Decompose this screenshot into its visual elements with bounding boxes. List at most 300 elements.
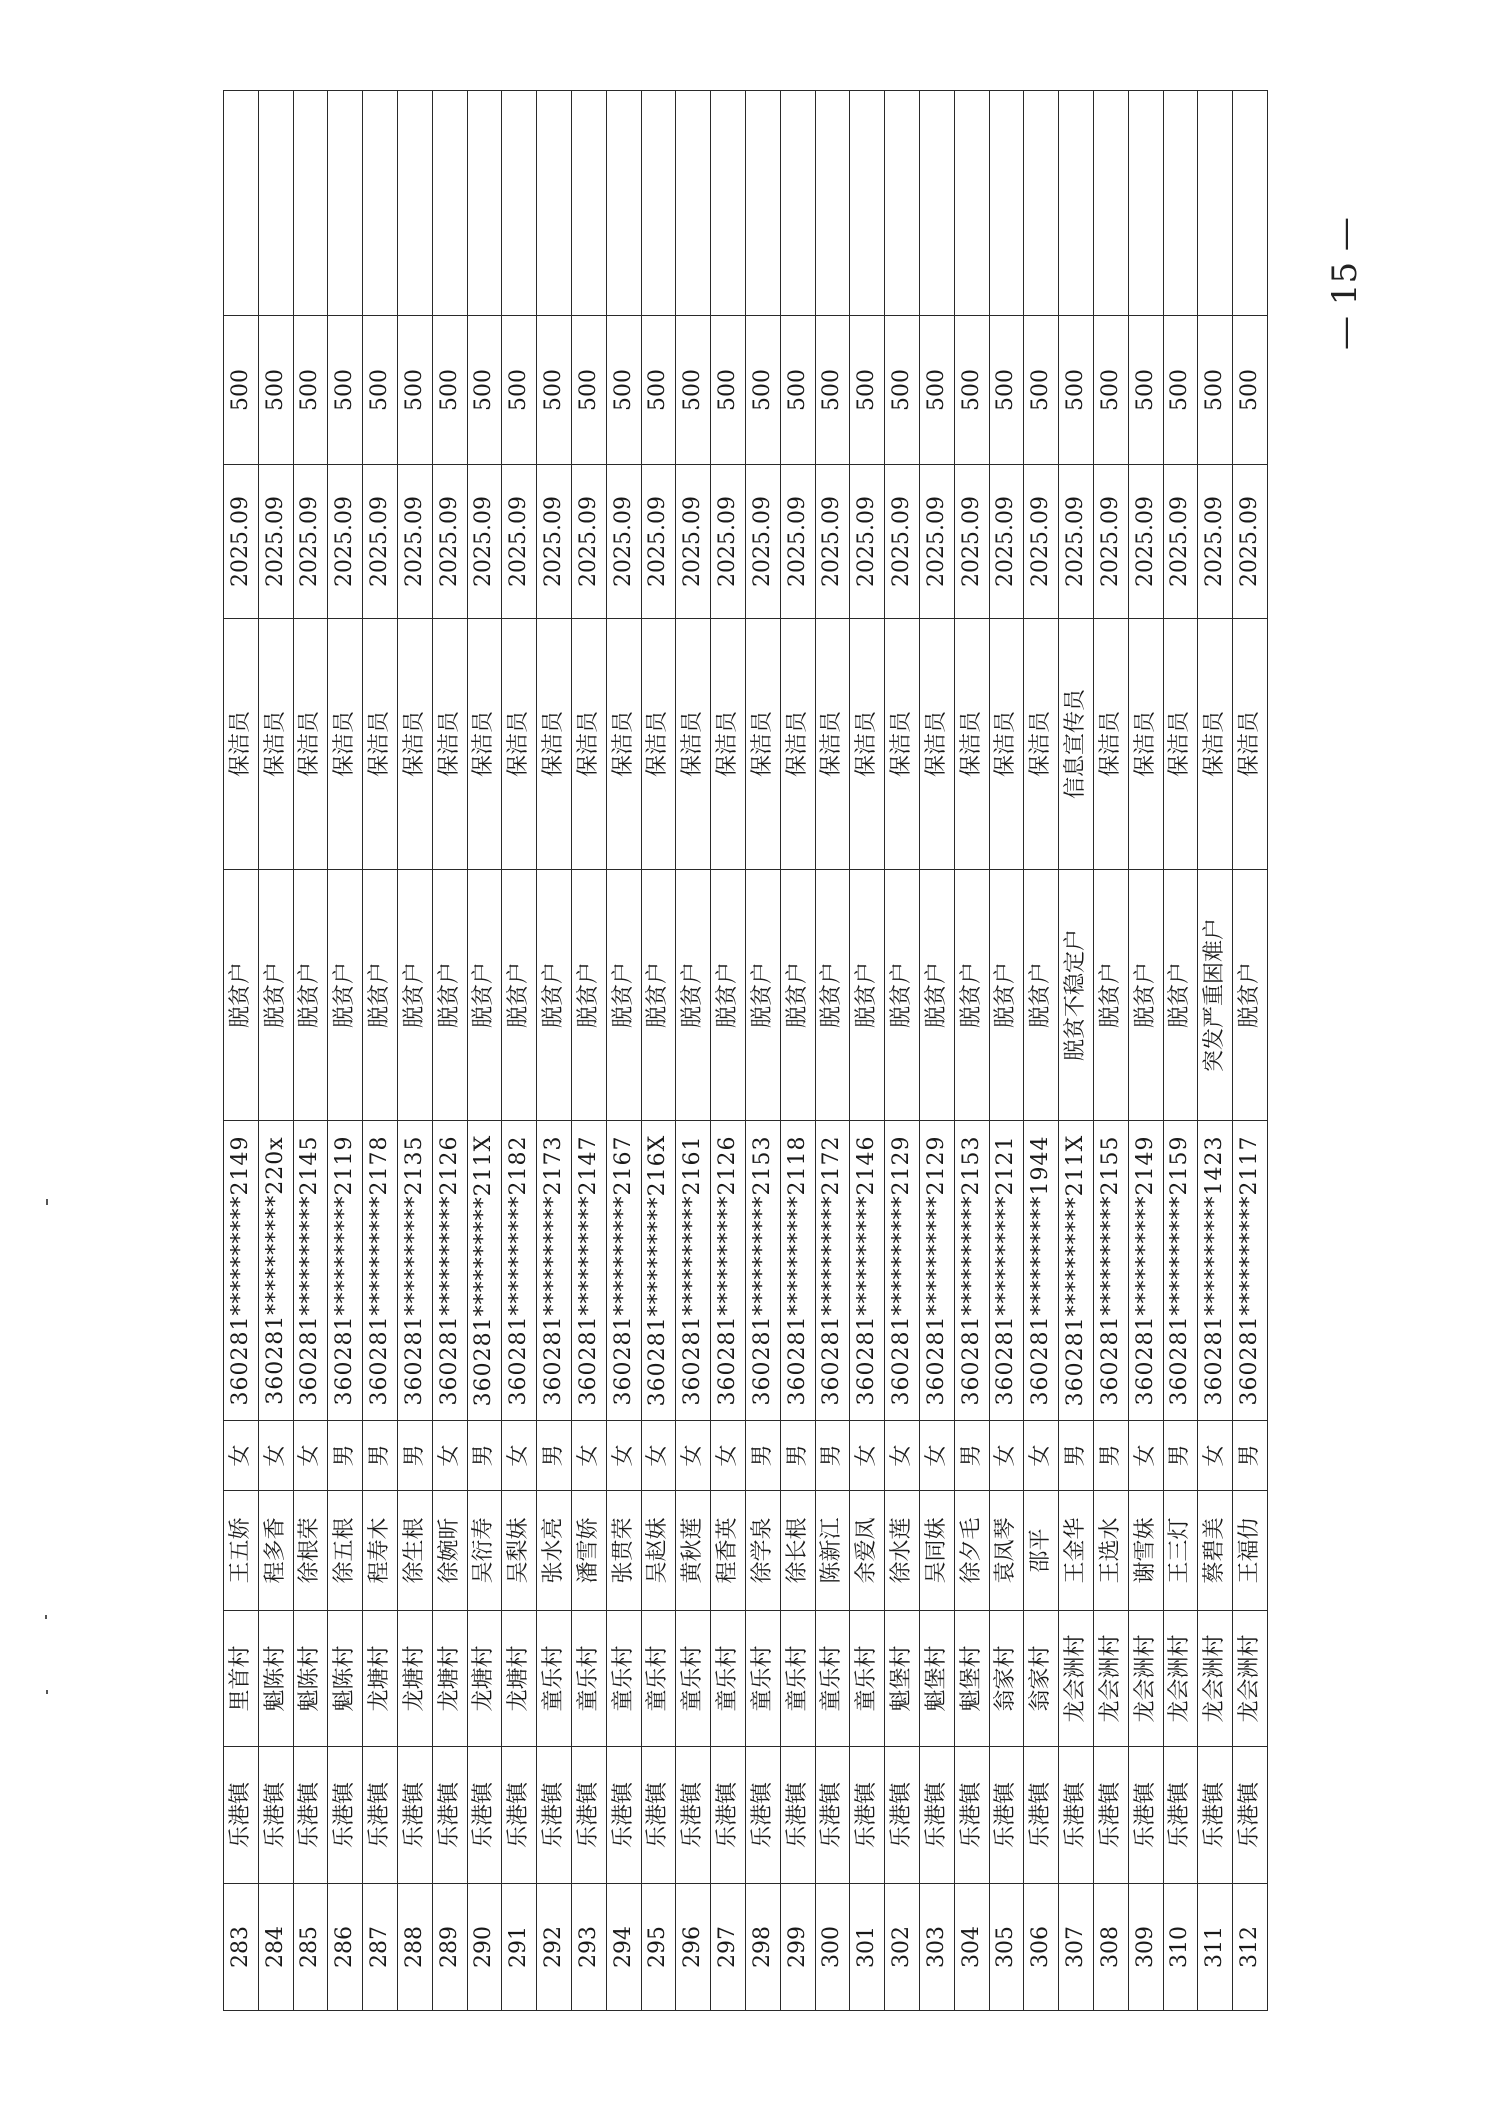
table-body <box>224 91 1268 2011</box>
household-type-cell: 脱贫户 <box>224 870 259 1121</box>
name-cell: 徐婉昕 <box>432 1491 467 1611</box>
town-cell: 乐港镇 <box>850 1747 885 1884</box>
note-cell <box>815 91 850 316</box>
amount-cell: 500 <box>1059 316 1094 465</box>
id-number-cell: 360281**********220x <box>258 1121 293 1421</box>
post-cell: 保洁员 <box>919 619 954 870</box>
post-cell: 保洁员 <box>711 619 746 870</box>
town-cell: 乐港镇 <box>954 1747 989 1884</box>
date-cell: 2025.09 <box>432 465 467 619</box>
village-cell: 魁堡村 <box>954 1611 989 1747</box>
amount-cell: 500 <box>258 316 293 465</box>
table-row <box>1163 91 1198 2011</box>
gender-cell: 男 <box>397 1421 432 1491</box>
town-cell: 乐港镇 <box>397 1747 432 1884</box>
gender-cell: 女 <box>1198 1421 1233 1491</box>
town-cell: 乐港镇 <box>293 1747 328 1884</box>
village-cell: 魁堡村 <box>919 1611 954 1747</box>
household-type-cell: 突发严重困难户 <box>1198 870 1233 1121</box>
row-number: 289 <box>432 1884 467 2011</box>
row-number: 294 <box>606 1884 641 2011</box>
village-cell: 魁堡村 <box>885 1611 920 1747</box>
row-number: 291 <box>502 1884 537 2011</box>
post-cell: 保洁员 <box>954 619 989 870</box>
id-number-cell: 360281**********2146 <box>850 1121 885 1421</box>
village-cell: 龙会洲村 <box>1128 1611 1163 1747</box>
name-cell: 徐根荣 <box>293 1491 328 1611</box>
id-number-cell: 360281**********216X <box>641 1121 676 1421</box>
note-cell <box>641 91 676 316</box>
date-cell: 2025.09 <box>1198 465 1233 619</box>
gender-cell: 女 <box>606 1421 641 1491</box>
table-row <box>1233 91 1268 2011</box>
date-cell: 2025.09 <box>641 465 676 619</box>
id-number-cell: 360281**********2145 <box>293 1121 328 1421</box>
date-cell: 2025.09 <box>502 465 537 619</box>
row-number: 300 <box>815 1884 850 2011</box>
id-number-cell: 360281**********2153 <box>954 1121 989 1421</box>
gender-cell: 男 <box>954 1421 989 1491</box>
table-row <box>954 91 989 2011</box>
note-cell <box>1093 91 1128 316</box>
id-number-cell: 360281**********2135 <box>397 1121 432 1421</box>
village-cell: 龙会洲村 <box>1093 1611 1128 1747</box>
note-cell <box>885 91 920 316</box>
gender-cell: 男 <box>328 1421 363 1491</box>
table-row <box>571 91 606 2011</box>
household-type-cell: 脱贫户 <box>815 870 850 1121</box>
date-cell: 2025.09 <box>363 465 398 619</box>
post-cell: 保洁员 <box>780 619 815 870</box>
gender-cell: 男 <box>745 1421 780 1491</box>
note-cell <box>1128 91 1163 316</box>
name-cell: 蔡碧美 <box>1198 1491 1233 1611</box>
town-cell: 乐港镇 <box>1233 1747 1268 1884</box>
row-number: 303 <box>919 1884 954 2011</box>
name-cell: 王五娇 <box>224 1491 259 1611</box>
note-cell <box>676 91 711 316</box>
id-number-cell: 360281**********2129 <box>885 1121 920 1421</box>
household-type-cell: 脱贫户 <box>606 870 641 1121</box>
amount-cell: 500 <box>954 316 989 465</box>
amount-cell: 500 <box>432 316 467 465</box>
post-cell: 保洁员 <box>397 619 432 870</box>
name-cell: 余爱凤 <box>850 1491 885 1611</box>
gender-cell: 男 <box>1059 1421 1094 1491</box>
household-type-cell: 脱贫户 <box>885 870 920 1121</box>
town-cell: 乐港镇 <box>606 1747 641 1884</box>
town-cell: 乐港镇 <box>1024 1747 1059 1884</box>
amount-cell: 500 <box>363 316 398 465</box>
household-type-cell: 脱贫户 <box>293 870 328 1121</box>
table-row <box>467 91 502 2011</box>
note-cell <box>397 91 432 316</box>
date-cell: 2025.09 <box>467 465 502 619</box>
post-cell: 保洁员 <box>606 619 641 870</box>
row-number: 311 <box>1198 1884 1233 2011</box>
table-row <box>258 91 293 2011</box>
beneficiary-table <box>223 90 1268 2011</box>
date-cell: 2025.09 <box>919 465 954 619</box>
village-cell: 翁家村 <box>989 1611 1024 1747</box>
town-cell: 乐港镇 <box>537 1747 572 1884</box>
village-cell: 龙塘村 <box>397 1611 432 1747</box>
table-row <box>815 91 850 2011</box>
note-cell <box>467 91 502 316</box>
village-cell: 龙会洲村 <box>1163 1611 1198 1747</box>
gender-cell: 女 <box>224 1421 259 1491</box>
name-cell: 徐生根 <box>397 1491 432 1611</box>
note-cell <box>954 91 989 316</box>
post-cell: 保洁员 <box>571 619 606 870</box>
town-cell: 乐港镇 <box>1128 1747 1163 1884</box>
note-cell <box>745 91 780 316</box>
row-number: 284 <box>258 1884 293 2011</box>
post-cell: 保洁员 <box>989 619 1024 870</box>
amount-cell: 500 <box>989 316 1024 465</box>
household-type-cell: 脱贫户 <box>711 870 746 1121</box>
gender-cell: 男 <box>780 1421 815 1491</box>
row-number: 298 <box>745 1884 780 2011</box>
note-cell <box>1024 91 1059 316</box>
gender-cell: 男 <box>1163 1421 1198 1491</box>
date-cell: 2025.09 <box>1233 465 1268 619</box>
row-number: 306 <box>1024 1884 1059 2011</box>
town-cell: 乐港镇 <box>1093 1747 1128 1884</box>
scan-mark <box>46 1690 48 1694</box>
amount-cell: 500 <box>780 316 815 465</box>
gender-cell: 女 <box>919 1421 954 1491</box>
village-cell: 魁陈村 <box>258 1611 293 1747</box>
row-number: 301 <box>850 1884 885 2011</box>
household-type-cell: 脱贫户 <box>1233 870 1268 1121</box>
note-cell <box>363 91 398 316</box>
row-number: 309 <box>1128 1884 1163 2011</box>
row-number: 285 <box>293 1884 328 2011</box>
village-cell: 魁陈村 <box>293 1611 328 1747</box>
village-cell: 龙塘村 <box>467 1611 502 1747</box>
town-cell: 乐港镇 <box>467 1747 502 1884</box>
id-number-cell: 360281**********211X <box>1059 1121 1094 1421</box>
row-number: 292 <box>537 1884 572 2011</box>
amount-cell: 500 <box>571 316 606 465</box>
row-number: 304 <box>954 1884 989 2011</box>
town-cell: 乐港镇 <box>224 1747 259 1884</box>
household-type-cell: 脱贫户 <box>850 870 885 1121</box>
row-number: 305 <box>989 1884 1024 2011</box>
post-cell: 保洁员 <box>815 619 850 870</box>
amount-cell: 500 <box>1198 316 1233 465</box>
household-type-cell: 脱贫户 <box>432 870 467 1121</box>
name-cell: 程多香 <box>258 1491 293 1611</box>
table-row <box>432 91 467 2011</box>
amount-cell: 500 <box>641 316 676 465</box>
amount-cell: 500 <box>1233 316 1268 465</box>
date-cell: 2025.09 <box>954 465 989 619</box>
row-number: 312 <box>1233 1884 1268 2011</box>
post-cell: 保洁员 <box>502 619 537 870</box>
table-row <box>537 91 572 2011</box>
gender-cell: 男 <box>1233 1421 1268 1491</box>
household-type-cell: 脱贫户 <box>258 870 293 1121</box>
household-type-cell: 脱贫户 <box>502 870 537 1121</box>
name-cell: 吴梨妹 <box>502 1491 537 1611</box>
post-cell: 保洁员 <box>1128 619 1163 870</box>
name-cell: 邵平 <box>1024 1491 1059 1611</box>
amount-cell: 500 <box>224 316 259 465</box>
page-number-text: — 15 — <box>1325 217 1365 350</box>
date-cell: 2025.09 <box>989 465 1024 619</box>
post-cell: 信息宣传员 <box>1059 619 1094 870</box>
amount-cell: 500 <box>815 316 850 465</box>
town-cell: 乐港镇 <box>571 1747 606 1884</box>
date-cell: 2025.09 <box>885 465 920 619</box>
post-cell: 保洁员 <box>467 619 502 870</box>
date-cell: 2025.09 <box>745 465 780 619</box>
gender-cell: 女 <box>432 1421 467 1491</box>
amount-cell: 500 <box>328 316 363 465</box>
note-cell <box>293 91 328 316</box>
row-number: 290 <box>467 1884 502 2011</box>
name-cell: 徐五根 <box>328 1491 363 1611</box>
household-type-cell: 脱贫户 <box>1093 870 1128 1121</box>
table-row <box>363 91 398 2011</box>
table-row <box>919 91 954 2011</box>
household-type-cell: 脱贫户 <box>397 870 432 1121</box>
table-row <box>502 91 537 2011</box>
date-cell: 2025.09 <box>1093 465 1128 619</box>
town-cell: 乐港镇 <box>1163 1747 1198 1884</box>
id-number-cell: 360281**********2149 <box>224 1121 259 1421</box>
household-type-cell: 脱贫户 <box>467 870 502 1121</box>
note-cell <box>537 91 572 316</box>
note-cell <box>1163 91 1198 316</box>
id-number-cell: 360281**********2173 <box>537 1121 572 1421</box>
village-cell: 龙塘村 <box>432 1611 467 1747</box>
village-cell: 龙会洲村 <box>1059 1611 1094 1747</box>
row-number: 307 <box>1059 1884 1094 2011</box>
id-number-cell: 360281**********2167 <box>606 1121 641 1421</box>
table-row <box>780 91 815 2011</box>
row-number: 287 <box>363 1884 398 2011</box>
id-number-cell: 360281**********2118 <box>780 1121 815 1421</box>
town-cell: 乐港镇 <box>432 1747 467 1884</box>
table-row <box>224 91 259 2011</box>
town-cell: 乐港镇 <box>780 1747 815 1884</box>
household-type-cell: 脱贫户 <box>954 870 989 1121</box>
table-row <box>397 91 432 2011</box>
post-cell: 保洁员 <box>363 619 398 870</box>
name-cell: 王福仂 <box>1233 1491 1268 1611</box>
date-cell: 2025.09 <box>258 465 293 619</box>
post-cell: 保洁员 <box>1233 619 1268 870</box>
note-cell <box>780 91 815 316</box>
table-row <box>1024 91 1059 2011</box>
id-number-cell: 360281**********2121 <box>989 1121 1024 1421</box>
village-cell: 童乐村 <box>537 1611 572 1747</box>
name-cell: 程香英 <box>711 1491 746 1611</box>
gender-cell: 女 <box>885 1421 920 1491</box>
id-number-cell: 360281**********2178 <box>363 1121 398 1421</box>
amount-cell: 500 <box>467 316 502 465</box>
amount-cell: 500 <box>745 316 780 465</box>
id-number-cell: 360281**********2155 <box>1093 1121 1128 1421</box>
name-cell: 潘雪娇 <box>571 1491 606 1611</box>
gender-cell: 男 <box>815 1421 850 1491</box>
row-number: 288 <box>397 1884 432 2011</box>
id-number-cell: 360281**********1423 <box>1198 1121 1233 1421</box>
table-row <box>850 91 885 2011</box>
scan-mark <box>45 1615 47 1619</box>
name-cell: 徐长根 <box>780 1491 815 1611</box>
gender-cell: 女 <box>711 1421 746 1491</box>
table-row <box>885 91 920 2011</box>
name-cell: 徐夕毛 <box>954 1491 989 1611</box>
date-cell: 2025.09 <box>780 465 815 619</box>
post-cell: 保洁员 <box>885 619 920 870</box>
date-cell: 2025.09 <box>537 465 572 619</box>
table-row <box>1059 91 1094 2011</box>
id-number-cell: 360281**********2147 <box>571 1121 606 1421</box>
village-cell: 龙塘村 <box>363 1611 398 1747</box>
rotated-table-wrapper <box>223 91 1262 2011</box>
name-cell: 吴赵妹 <box>641 1491 676 1611</box>
gender-cell: 男 <box>363 1421 398 1491</box>
town-cell: 乐港镇 <box>989 1747 1024 1884</box>
amount-cell: 500 <box>1024 316 1059 465</box>
amount-cell: 500 <box>606 316 641 465</box>
household-type-cell: 脱贫户 <box>676 870 711 1121</box>
post-cell: 保洁员 <box>258 619 293 870</box>
amount-cell: 500 <box>919 316 954 465</box>
row-number: 293 <box>571 1884 606 2011</box>
town-cell: 乐港镇 <box>919 1747 954 1884</box>
post-cell: 保洁员 <box>850 619 885 870</box>
household-type-cell: 脱贫户 <box>537 870 572 1121</box>
name-cell: 徐水莲 <box>885 1491 920 1611</box>
amount-cell: 500 <box>850 316 885 465</box>
household-type-cell: 脱贫户 <box>745 870 780 1121</box>
name-cell: 张贯荣 <box>606 1491 641 1611</box>
village-cell: 翁家村 <box>1024 1611 1059 1747</box>
village-cell: 童乐村 <box>780 1611 815 1747</box>
gender-cell: 女 <box>571 1421 606 1491</box>
name-cell: 吴同妹 <box>919 1491 954 1611</box>
town-cell: 乐港镇 <box>815 1747 850 1884</box>
town-cell: 乐港镇 <box>676 1747 711 1884</box>
amount-cell: 500 <box>537 316 572 465</box>
household-type-cell: 脱贫户 <box>919 870 954 1121</box>
amount-cell: 500 <box>1163 316 1198 465</box>
note-cell <box>711 91 746 316</box>
note-cell <box>258 91 293 316</box>
row-number: 310 <box>1163 1884 1198 2011</box>
name-cell: 徐学泉 <box>745 1491 780 1611</box>
date-cell: 2025.09 <box>676 465 711 619</box>
date-cell: 2025.09 <box>1128 465 1163 619</box>
note-cell <box>989 91 1024 316</box>
household-type-cell: 脱贫户 <box>363 870 398 1121</box>
date-cell: 2025.09 <box>850 465 885 619</box>
date-cell: 2025.09 <box>328 465 363 619</box>
gender-cell: 男 <box>1093 1421 1128 1491</box>
note-cell <box>328 91 363 316</box>
town-cell: 乐港镇 <box>1198 1747 1233 1884</box>
gender-cell: 女 <box>641 1421 676 1491</box>
village-cell: 童乐村 <box>676 1611 711 1747</box>
village-cell: 魁陈村 <box>328 1611 363 1747</box>
household-type-cell: 脱贫不稳定户 <box>1059 870 1094 1121</box>
post-cell: 保洁员 <box>1024 619 1059 870</box>
amount-cell: 500 <box>1128 316 1163 465</box>
post-cell: 保洁员 <box>641 619 676 870</box>
table-row <box>745 91 780 2011</box>
village-cell: 里首村 <box>224 1611 259 1747</box>
name-cell: 王金华 <box>1059 1491 1094 1611</box>
table-row <box>676 91 711 2011</box>
table-row <box>293 91 328 2011</box>
gender-cell: 男 <box>467 1421 502 1491</box>
note-cell <box>1233 91 1268 316</box>
amount-cell: 500 <box>293 316 328 465</box>
gender-cell: 女 <box>1128 1421 1163 1491</box>
household-type-cell: 脱贫户 <box>780 870 815 1121</box>
table-row <box>1093 91 1128 2011</box>
name-cell: 王选水 <box>1093 1491 1128 1611</box>
date-cell: 2025.09 <box>397 465 432 619</box>
name-cell: 程寿木 <box>363 1491 398 1611</box>
row-number: 283 <box>224 1884 259 2011</box>
id-number-cell: 360281**********2117 <box>1233 1121 1268 1421</box>
post-cell: 保洁员 <box>328 619 363 870</box>
name-cell: 王三灯 <box>1163 1491 1198 1611</box>
household-type-cell: 脱贫户 <box>1024 870 1059 1121</box>
id-number-cell: 360281**********2149 <box>1128 1121 1163 1421</box>
post-cell: 保洁员 <box>293 619 328 870</box>
name-cell: 陈新江 <box>815 1491 850 1611</box>
post-cell: 保洁员 <box>1163 619 1198 870</box>
table-row <box>1198 91 1233 2011</box>
amount-cell: 500 <box>502 316 537 465</box>
note-cell <box>1059 91 1094 316</box>
id-number-cell: 360281**********211X <box>467 1121 502 1421</box>
post-cell: 保洁员 <box>745 619 780 870</box>
amount-cell: 500 <box>676 316 711 465</box>
amount-cell: 500 <box>1093 316 1128 465</box>
id-number-cell: 360281**********1944 <box>1024 1121 1059 1421</box>
household-type-cell: 脱贫户 <box>1163 870 1198 1121</box>
post-cell: 保洁员 <box>432 619 467 870</box>
table-row <box>641 91 676 2011</box>
id-number-cell: 360281**********2126 <box>432 1121 467 1421</box>
date-cell: 2025.09 <box>711 465 746 619</box>
id-number-cell: 360281**********2126 <box>711 1121 746 1421</box>
town-cell: 乐港镇 <box>885 1747 920 1884</box>
household-type-cell: 脱贫户 <box>989 870 1024 1121</box>
row-number: 297 <box>711 1884 746 2011</box>
table-row <box>711 91 746 2011</box>
note-cell <box>224 91 259 316</box>
note-cell <box>432 91 467 316</box>
gender-cell: 女 <box>293 1421 328 1491</box>
household-type-cell: 脱贫户 <box>328 870 363 1121</box>
date-cell: 2025.09 <box>815 465 850 619</box>
id-number-cell: 360281**********2119 <box>328 1121 363 1421</box>
date-cell: 2025.09 <box>1059 465 1094 619</box>
town-cell: 乐港镇 <box>258 1747 293 1884</box>
id-number-cell: 360281**********2161 <box>676 1121 711 1421</box>
post-cell: 保洁员 <box>1198 619 1233 870</box>
